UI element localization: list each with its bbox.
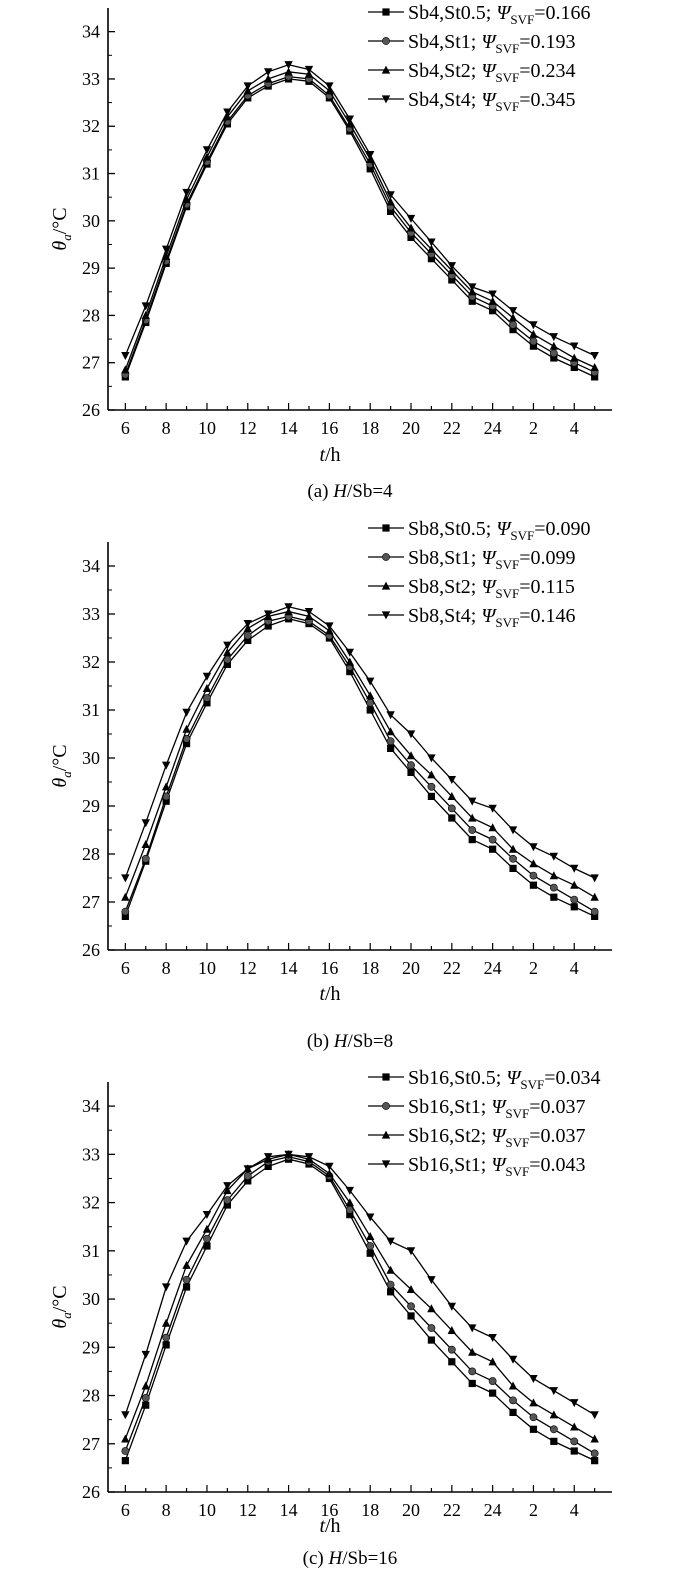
legend-entry-1: [368, 1067, 601, 1092]
x-tick-label: 24: [483, 418, 502, 438]
y-axis-label: $\theta_a/^\circ C$: [49, 1285, 74, 1329]
chart-panel-b: [49, 518, 612, 1052]
data-point-series-2: [224, 1197, 231, 1204]
x-tick-label: 8: [161, 418, 171, 438]
data-point-series-3: [366, 691, 374, 699]
data-point-series-2: [591, 1450, 598, 1457]
legend-entry-2: [368, 547, 576, 572]
data-point-series-2: [428, 1324, 435, 1331]
y-tick-label: 28: [82, 844, 100, 864]
data-point-series-2: [591, 908, 598, 915]
data-point-series-2: [203, 694, 210, 701]
data-point-series-2: [530, 338, 537, 345]
data-point-series-3: [142, 840, 150, 848]
data-point-series-2: [550, 350, 557, 357]
data-point-series-1: [469, 1380, 476, 1387]
data-point-series-3: [182, 725, 190, 733]
x-tick-label: 20: [402, 958, 421, 978]
data-point-series-4: [264, 68, 272, 76]
y-tick-label: 28: [82, 305, 100, 326]
x-tick-label: 12: [238, 418, 257, 438]
data-point-series-2: [550, 884, 557, 891]
data-point-series-1: [122, 1457, 129, 1464]
data-point-series-1: [591, 1457, 598, 1464]
x-tick-label: 24: [483, 1500, 502, 1520]
legend-label: Sb8,St1; $\Psi_{SVF}=0.099$: [408, 547, 576, 572]
legend-label: Sb4,St2; $\Psi_{SVF}=0.234$: [408, 60, 576, 85]
y-axis-label: $\theta_a/^\circ C$: [49, 207, 74, 251]
legend-label: Sb8,St0.5; $\Psi_{SVF}=0.090$: [408, 518, 591, 543]
legend-label: Sb16,St1; $\Psi_{SVF}=0.043$: [408, 1154, 586, 1179]
x-tick-label: 8: [161, 958, 171, 978]
legend-entry-4: [368, 605, 576, 630]
data-point-series-1: [571, 1447, 578, 1454]
data-point-series-4: [305, 608, 313, 616]
x-tick-label: 10: [197, 1500, 216, 1520]
data-point-series-2: [122, 1447, 129, 1454]
data-point-series-4: [182, 709, 190, 717]
data-point-series-4: [162, 1283, 170, 1291]
data-point-series-2: [509, 1397, 516, 1404]
series-line-3: [125, 612, 594, 898]
data-point-series-1: [530, 1426, 537, 1433]
data-point-series-1: [448, 1358, 455, 1365]
x-tick-label: 4: [569, 1500, 579, 1520]
y-tick-label: 27: [82, 892, 100, 912]
data-point-series-3: [570, 881, 578, 889]
x-tick-label: 16: [320, 418, 339, 438]
x-tick-label: 10: [197, 958, 216, 978]
figure-caption: (c) H/Sb=16: [302, 1548, 398, 1569]
data-point-series-2: [448, 805, 455, 812]
y-tick-label: 32: [82, 1192, 100, 1213]
data-point-series-1: [387, 745, 394, 752]
legend-entry-3: [368, 576, 575, 601]
data-point-series-4: [590, 1411, 598, 1419]
y-tick-label: 32: [82, 652, 100, 672]
data-point-series-3: [550, 1410, 558, 1418]
x-tick-label: 8: [161, 1500, 171, 1520]
x-tick-label: 18: [361, 418, 380, 438]
data-point-series-3: [366, 1232, 374, 1240]
legend-marker: [382, 1102, 389, 1109]
data-point-series-4: [570, 865, 578, 873]
figure-caption: (a) H/Sb=4: [307, 481, 393, 502]
data-point-series-3: [570, 1422, 578, 1430]
series-line-3: [125, 1154, 594, 1439]
data-point-series-4: [570, 343, 578, 351]
chart-panel-a: [49, 2, 612, 502]
legend-marker: [382, 553, 389, 560]
data-point-series-2: [469, 1368, 476, 1375]
x-tick-label: 2: [528, 1500, 538, 1520]
data-point-series-2: [183, 1276, 190, 1283]
legend-marker: [382, 37, 389, 44]
data-point-series-2: [367, 1242, 374, 1249]
series-line-2: [125, 1157, 594, 1454]
y-tick-label: 29: [82, 258, 100, 279]
legend-entry-2: [368, 1096, 586, 1121]
legend-label: Sb16,St1; $\Psi_{SVF}=0.037$: [408, 1096, 586, 1121]
data-point-series-2: [448, 1346, 455, 1353]
data-point-series-2: [571, 1438, 578, 1445]
data-point-series-3: [488, 1357, 496, 1365]
x-tick-label: 14: [279, 958, 298, 978]
figure-caption: (b) H/Sb=8: [306, 1031, 394, 1052]
legend-label: Sb16,St0.5; $\Psi_{SVF}=0.034$: [408, 1067, 601, 1092]
data-point-series-4: [529, 843, 537, 851]
x-tick-label: 4: [569, 958, 579, 978]
data-point-series-1: [489, 1390, 496, 1397]
x-tick-label: 12: [238, 1500, 257, 1520]
data-point-series-2: [489, 836, 496, 843]
x-tick-label: 22: [442, 418, 461, 438]
data-point-series-3: [550, 871, 558, 879]
x-tick-label: 20: [402, 1500, 421, 1520]
y-tick-label: 28: [82, 1385, 100, 1406]
data-point-series-4: [203, 673, 211, 681]
data-point-series-4: [529, 1375, 537, 1383]
data-point-series-2: [407, 1303, 414, 1310]
data-point-series-1: [550, 894, 557, 901]
data-point-series-1: [509, 865, 516, 872]
y-tick-label: 27: [82, 1433, 100, 1454]
y-axis-label: $\theta_a/^\circ C$: [49, 744, 74, 788]
y-tick-label: 26: [82, 1482, 100, 1502]
legend-label: Sb4,St1; $\Psi_{SVF}=0.193$: [408, 31, 576, 56]
data-point-series-3: [203, 684, 211, 692]
data-point-series-3: [488, 823, 496, 831]
y-tick-label: 34: [82, 1096, 100, 1117]
series-line-1: [125, 79, 594, 377]
x-tick-label: 12: [238, 958, 257, 978]
data-point-series-3: [162, 1319, 170, 1327]
legend-entry-3: [368, 60, 576, 85]
x-tick-label: 16: [320, 1500, 339, 1520]
x-tick-label: 6: [120, 418, 130, 438]
data-point-series-3: [590, 363, 598, 371]
data-point-series-4: [509, 307, 517, 315]
x-tick-label: 22: [442, 958, 461, 978]
data-point-series-4: [550, 333, 558, 341]
x-tick-label: 2: [528, 958, 538, 978]
data-point-series-2: [509, 321, 516, 328]
y-tick-label: 33: [82, 68, 100, 89]
series-line-4: [125, 1154, 594, 1414]
data-point-series-1: [387, 1288, 394, 1295]
y-tick-label: 30: [82, 1289, 100, 1310]
data-point-series-3: [142, 1381, 150, 1389]
data-point-series-4: [142, 819, 150, 827]
legend-marker: [382, 524, 389, 531]
y-tick-label: 31: [82, 700, 100, 720]
y-tick-label: 26: [82, 940, 100, 960]
data-point-series-2: [571, 896, 578, 903]
data-point-series-3: [570, 354, 578, 362]
data-point-series-3: [590, 1435, 598, 1443]
data-point-series-4: [468, 1324, 476, 1332]
y-tick-label: 27: [82, 352, 100, 373]
data-point-series-3: [590, 893, 598, 901]
x-axis-label: t/h: [319, 1515, 341, 1537]
data-point-series-2: [163, 1334, 170, 1341]
data-point-series-2: [469, 826, 476, 833]
series-line-2: [125, 77, 594, 375]
legend-entry-4: [368, 89, 576, 114]
data-point-series-3: [203, 1225, 211, 1233]
legend-entry-3: [368, 1125, 586, 1150]
data-point-series-4: [386, 1238, 394, 1246]
data-point-series-3: [529, 859, 537, 867]
x-tick-label: 2: [528, 418, 538, 438]
data-point-series-4: [142, 1351, 150, 1359]
y-tick-label: 31: [82, 163, 100, 184]
data-point-series-2: [142, 855, 149, 862]
data-point-series-4: [121, 1411, 129, 1419]
series-line-4: [125, 607, 594, 878]
legend-label: Sb8,St4; $\Psi_{SVF}=0.146$: [408, 605, 576, 630]
y-tick-label: 32: [82, 116, 100, 137]
x-tick-label: 16: [320, 958, 339, 978]
y-tick-label: 30: [82, 210, 100, 231]
data-point-series-2: [387, 738, 394, 745]
data-point-series-2: [244, 1172, 251, 1179]
data-point-series-3: [386, 1266, 394, 1274]
y-tick-label: 29: [82, 1337, 100, 1358]
data-point-series-4: [162, 762, 170, 770]
y-tick-label: 34: [82, 556, 100, 576]
data-point-series-3: [121, 1435, 129, 1443]
legend-marker: [382, 1073, 389, 1080]
legend-entry-4: [368, 1154, 586, 1179]
x-tick-label: 14: [279, 1500, 298, 1520]
legend-label: Sb16,St2; $\Psi_{SVF}=0.037$: [408, 1125, 586, 1150]
data-point-series-2: [428, 783, 435, 790]
y-tick-label: 30: [82, 748, 100, 768]
data-point-series-4: [570, 1399, 578, 1407]
data-point-series-1: [448, 814, 455, 821]
data-point-series-2: [530, 1414, 537, 1421]
data-point-series-2: [407, 762, 414, 769]
data-point-series-4: [121, 874, 129, 882]
data-point-series-3: [550, 342, 558, 350]
y-tick-label: 34: [82, 21, 100, 42]
x-tick-label: 10: [197, 418, 216, 438]
data-point-series-1: [550, 1438, 557, 1445]
series-line-3: [125, 72, 594, 370]
x-tick-label: 24: [483, 958, 502, 978]
data-point-series-4: [529, 321, 537, 329]
data-point-series-3: [182, 1261, 190, 1269]
x-tick-label: 14: [279, 418, 298, 438]
legend-entry-2: [368, 31, 576, 56]
series-line-2: [125, 616, 594, 911]
y-tick-label: 33: [82, 604, 100, 624]
x-tick-label: 4: [569, 418, 579, 438]
y-tick-label: 33: [82, 1144, 100, 1165]
x-tick-label: 22: [442, 1500, 461, 1520]
y-tick-label: 29: [82, 796, 100, 816]
data-point-series-1: [469, 836, 476, 843]
data-point-series-2: [142, 1394, 149, 1401]
data-point-series-1: [407, 769, 414, 776]
data-point-series-4: [366, 678, 374, 686]
data-point-series-2: [244, 632, 251, 639]
data-point-series-4: [264, 610, 272, 618]
data-point-series-2: [387, 1281, 394, 1288]
data-point-series-1: [489, 846, 496, 853]
legend-label: Sb4,St4; $\Psi_{SVF}=0.345$: [408, 89, 576, 114]
data-point-series-4: [182, 1238, 190, 1246]
data-point-series-1: [428, 793, 435, 800]
y-tick-label: 26: [82, 400, 100, 420]
data-point-series-2: [203, 1235, 210, 1242]
y-tick-label: 31: [82, 1240, 100, 1261]
data-point-series-2: [509, 855, 516, 862]
x-tick-label: 6: [120, 1500, 130, 1520]
legend-entry-1: [368, 2, 591, 27]
data-point-series-1: [509, 1409, 516, 1416]
x-tick-label: 6: [120, 958, 130, 978]
data-point-series-4: [550, 1387, 558, 1395]
data-point-series-4: [121, 352, 129, 360]
data-point-series-2: [550, 1426, 557, 1433]
legend-entry-1: [368, 518, 591, 543]
x-axis-label: t/h: [319, 983, 341, 1005]
data-point-series-2: [489, 1377, 496, 1384]
data-point-series-1: [407, 1312, 414, 1319]
legend-label: Sb8,St2; $\Psi_{SVF}=0.115$: [408, 576, 575, 601]
data-point-series-4: [550, 853, 558, 861]
data-point-series-1: [571, 903, 578, 910]
data-point-series-4: [590, 874, 598, 882]
data-point-series-3: [121, 893, 129, 901]
chart-panel-c: [49, 1067, 612, 1569]
legend-marker: [382, 8, 389, 15]
series-line-1: [125, 619, 594, 917]
data-point-series-1: [530, 882, 537, 889]
data-point-series-2: [122, 908, 129, 915]
x-tick-label: 20: [402, 418, 421, 438]
x-tick-label: 18: [361, 958, 380, 978]
data-point-series-2: [530, 872, 537, 879]
legend-label: Sb4,St0.5; $\Psi_{SVF}=0.166$: [408, 2, 591, 27]
x-axis-label: t/h: [319, 444, 341, 466]
x-tick-label: 18: [361, 1500, 380, 1520]
data-point-series-3: [386, 727, 394, 735]
data-point-series-1: [428, 1336, 435, 1343]
data-point-series-4: [590, 352, 598, 360]
